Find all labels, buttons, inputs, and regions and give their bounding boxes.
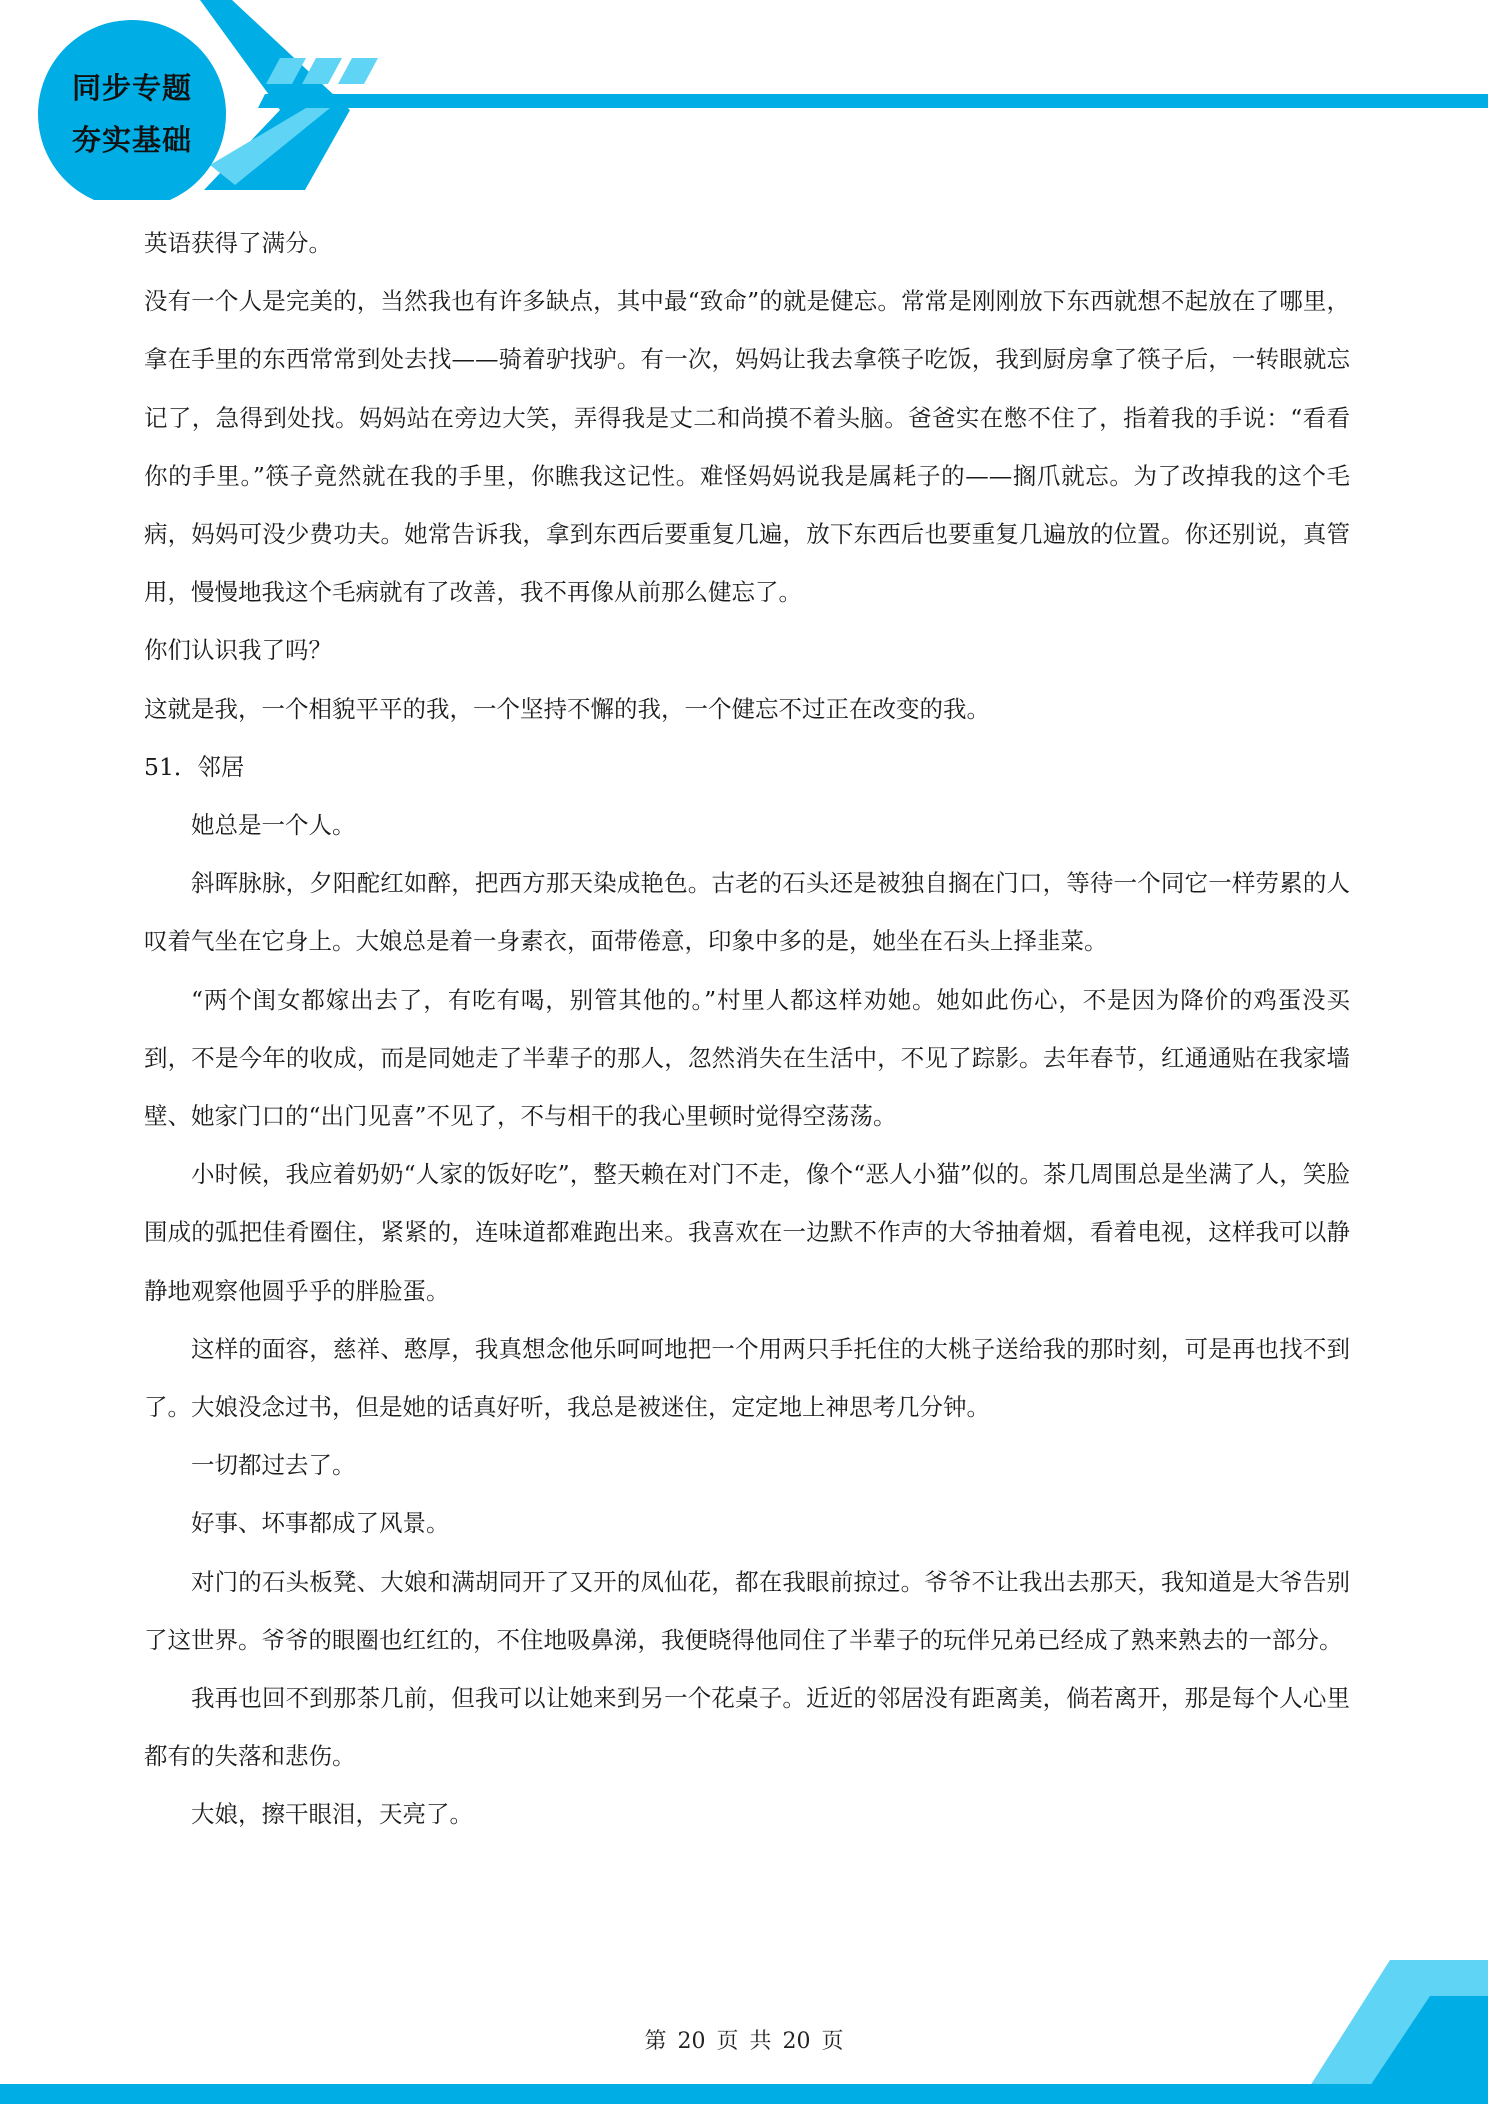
paragraph: 大娘，擦干眼泪，天亮了。 bbox=[191, 1800, 473, 1829]
paragraph: 这样的面容，慈祥、憨厚，我真想念他乐呵呵地把一个用两只手托住的大桃子送给我的那时刻，可是再也找不到了。大娘没念过书，但是她的话真好听，我总是被迷住，定定地上神思考几分钟。 bbox=[144, 1334, 1350, 1422]
header-line bbox=[258, 94, 1488, 108]
badge-line-2: 夯实基础 bbox=[71, 123, 192, 157]
paragraph: 我再也回不到那茶几前，但我可以让她来到另一个花桌子。近近的邻居没有距离美，倘若离开，那是每个人心里都有的失落和悲伤。 bbox=[144, 1684, 1350, 1771]
paragraph: 小时候，我应着奶奶“人家的饭好吃”，整天赖在对门不走，像个“恶人小猫”似的。茶几周围总是坐满了人，笑脸围成的弧把佳肴圈住，紧紧的，连味道都难跑出来。我喜欢在一边默不作声的大爷抽着烟，看着电视，这样我可以静静地观察他圆乎乎的胖脸蛋。 bbox=[144, 1160, 1350, 1305]
footer-line bbox=[0, 2084, 1488, 2104]
paragraph: 好事、坏事都成了风景。 bbox=[191, 1509, 450, 1538]
section-heading: 51．邻居 bbox=[144, 752, 245, 781]
paragraph: 没有一个人是完美的，当然我也有许多缺点，其中最“致命”的就是健忘。常常是刚刚放下东西就想不起放在了哪里，拿在手里的东西常常到处去找——骑着驴找驴。有一次，妈妈让我去拿筷子吃饭，我到厨房拿了筷子后，一转眼就忘记了，急得到处找。妈妈站在旁边大笑，弄得我是丈二和尚摸不着头脑。爸爸实在憋不住了，指着我的手说：“看看你的手里。”筷子竟然就在我的手里，你瞧我这记性。难怪妈妈说我是属耗子的——搁爪就忘。为了改掉我的这个毛病，妈妈可没少费功夫。她常告诉我，拿到东西后要重复几遍，放下东西后也要重复几遍放的位置。你还别说，真管用，慢慢地我这个毛病就有了改善，我不再像从前那么健忘了。 bbox=[144, 287, 1350, 607]
header-stripe-3 bbox=[338, 58, 378, 84]
paragraph: 她总是一个人。 bbox=[191, 811, 356, 840]
header-badge bbox=[38, 36, 226, 192]
paragraph: 一切都过去了。 bbox=[191, 1451, 356, 1480]
paragraph: 对门的石头板凳、大娘和满胡同开了又开的凤仙花，都在我眼前掠过。爷爷不让我出去那天，我知道是大爷告别了这世界。爷爷的眼圈也红红的，不住地吸鼻涕，我便晓得他同住了半辈子的玩伴兄弟已经成了熟来熟去的一部分。 bbox=[144, 1567, 1350, 1654]
paragraph: 英语获得了满分。 bbox=[144, 229, 332, 257]
paragraph: 斜晖脉脉，夕阳酡红如醉，把西方那天染成艳色。古老的石头还是被独自搁在门口，等待一个同它一样劳累的人叹着气坐在它身上。大娘总是着一身素衣，面带倦意，印象中多的是，她坐在石头上择韭菜。 bbox=[144, 869, 1350, 956]
badge-line-1: 同步专题 bbox=[71, 71, 192, 105]
page-number: 第 20 页 共 20 页 bbox=[644, 2029, 844, 2054]
document-body bbox=[144, 214, 1350, 1844]
paragraph: “两个闺女都嫁出去了，有吃有喝，别管其他的。”村里人都这样劝她。她如此伤心，不是因为降价的鸡蛋没买到，不是今年的收成，而是同她走了半辈子的那人，忽然消失在生活中，不见了踪影。去年春节，红通通贴在我家墙壁、她家门口的“出门见喜”不见了，不与相干的我心里顿时觉得空荡荡。 bbox=[144, 985, 1350, 1131]
paragraph: 你们认识我了吗？ bbox=[144, 636, 332, 665]
paragraph: 这就是我，一个相貌平平的我，一个坚持不懈的我，一个健忘不过正在改变的我。 bbox=[144, 694, 990, 723]
